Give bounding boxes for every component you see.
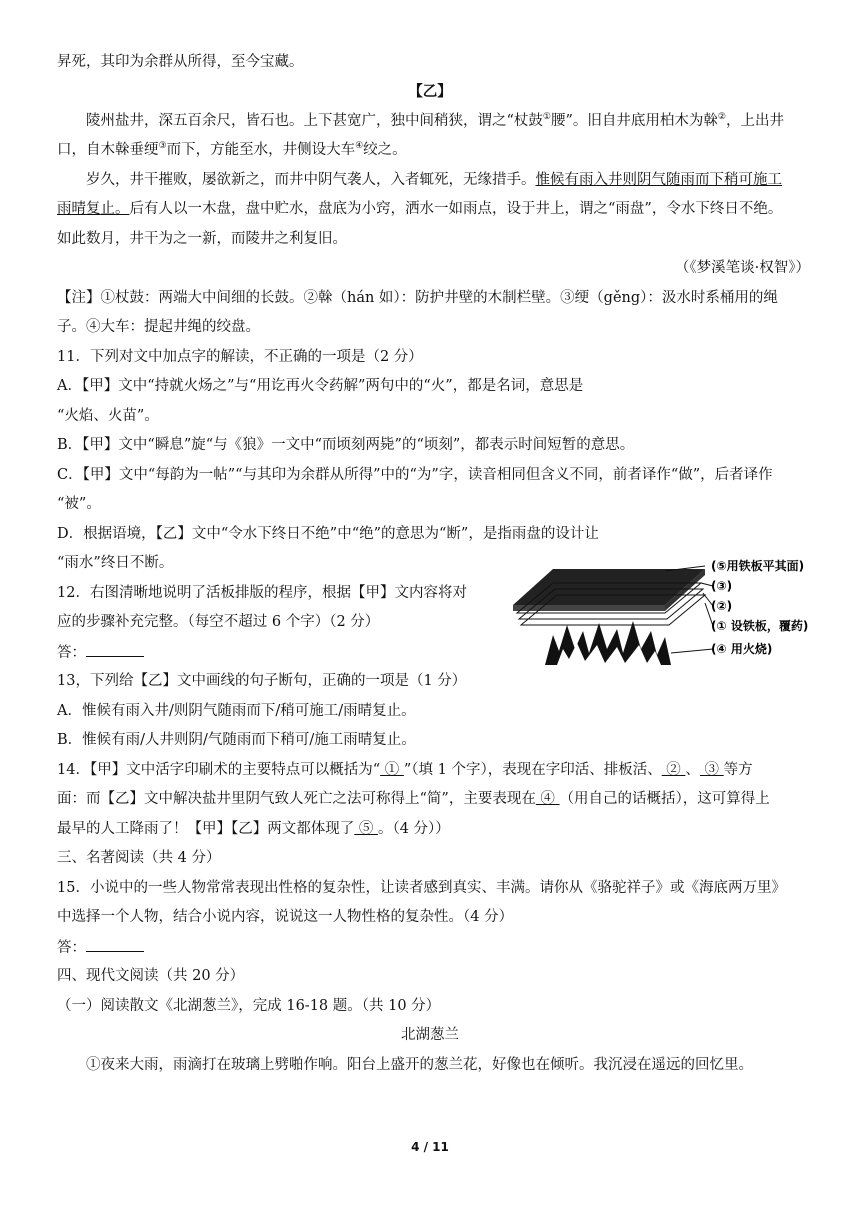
diagram-label-1: (① 设铁板，覆药) (711, 619, 809, 633)
fire-icon (545, 621, 671, 665)
page-number: 4 / 11 (411, 1140, 449, 1154)
question-15-cont: 中选择一个人物，结合小说内容，说说这一人物性格的复杂性。（4 分） (57, 909, 514, 925)
question-12-cont: 应的步骤补充完整。（每空不超过 6 个字）（2 分） (57, 614, 380, 630)
option-c: C．【甲】文中“每韵为一帖”“与其印为余群从所得”中的“为”字，读音相同但含义不同，前者译作“做”，后者译作 (57, 467, 773, 483)
option-b: B．惟候有雨/人井则阴/气随雨而下稍可/施工雨晴复止。 (57, 732, 416, 748)
option-d: D．根据语境，【乙】文中“令水下终日不绝”中“绝”的意思为“断”，是指雨盘的设计让 (57, 526, 599, 542)
question-14-cont: 最早的人工降雨了！【甲】【乙】两文都体现了 ⑤ 。（4 分）） (57, 821, 450, 837)
diagram-label-3: (③) (711, 579, 733, 593)
typesetting-diagram (505, 553, 817, 671)
diagram-label-4: (④ 用火烧) (711, 642, 773, 656)
underlined-sentence: 雨晴复止。 (57, 201, 130, 217)
source-citation: （《梦溪笔谈·权智》） (674, 260, 810, 276)
question-11: 11．下列对文中加点字的解读，不正确的一项是（2 分） (57, 349, 423, 365)
question-15: 15．小说中的一些人物常常表现出性格的复杂性，让读者感到真实、丰满。请你从《骆驼祥子》或《海底两万里》 (57, 880, 786, 896)
essay-title: 北湖葱兰 (401, 1027, 459, 1043)
answer-blank[interactable] (86, 642, 144, 657)
text-line: 陵州盐井，深五百余尺，皆石也。上下甚宽广，独中间稍狭，谓之“杖鼓①腰”。旧自井底用柏木为榦②，上出井 (86, 112, 784, 129)
option-b: B．【甲】文中“瞬息”旋“与《狼》一文中“而顷刻两毙”的“顷刻”，都表示时间短暂的意思。 (57, 437, 635, 453)
option-a: A．惟候有雨入井/则阴气随雨而下/稍可施工/雨晴复止。 (57, 703, 416, 719)
option-d-cont: “雨水”终日不断。 (57, 555, 174, 571)
notes: 【注】①杖鼓：两端大中间细的长鼓。②榦（hán 如）：防护井壁的木制栏壁。③绠（gěng）：汲水时系桶用的绳 (57, 290, 778, 306)
text-line: 口，自木榦垂绠③而下，方能至水，井侧设大车④绞之。 (57, 141, 407, 158)
subsection-heading: （一）阅读散文《北湖葱兰》，完成 16-18 题。（共 10 分） (57, 998, 441, 1014)
question-13: 13，下列给【乙】文中画线的句子断句，正确的一项是（1 分） (57, 673, 467, 689)
text-line: 岁久，井干摧败，屡欲新之，而井中阴气袭人，入者辄死，无缘措手。惟候有雨入井则阴气随雨而下稍可施工 (86, 172, 782, 188)
answer-line: 答： (57, 937, 144, 958)
option-a-cont: “火焰、火苗”。 (57, 408, 159, 424)
diagram-label-2: (②) (711, 599, 733, 613)
underlined-sentence: 惟候有雨入井则阴气随雨而下稍可施工 (535, 172, 782, 188)
section-heading: 三、名著阅读（共 4 分） (57, 850, 221, 866)
question-14: 14．【甲】文中活字印刷术的主要特点可以概括为“ ① ”（填 1 个字），表现在字印活、排板活、 ② 、 ③ 等方 (57, 762, 753, 778)
answer-line: 答： (57, 642, 144, 663)
notes: 子。④大车：提起井绳的绞盘。 (57, 319, 260, 335)
text-line: 昇死，其印为余群从所得，至今宝藏。 (57, 54, 304, 70)
option-c-cont: “被”。 (57, 496, 101, 512)
question-14-cont: 面：而【乙】文中解决盐井里阴气致人死亡之法可称得上“简”，主要表现在 ④ （用自己的话概括），这可算得上 (57, 791, 770, 807)
essay-paragraph: ①夜来大雨，雨滴打在玻璃上劈啪作响。阳台上盛开的葱兰花，好像也在倾听。我沉浸在遥远的回忆里。 (86, 1057, 753, 1073)
answer-blank[interactable] (86, 937, 144, 952)
question-12: 12．右图清晰地说明了活板排版的程序，根据【甲】文内容将对 (57, 585, 467, 601)
text-line: 雨晴复止。后有人以一木盘，盘中贮水，盘底为小窍，洒水一如雨点，设于井上，谓之“雨盘”，令水下终日不绝。 (57, 201, 783, 217)
diagram-label-5: (⑤用铁板平其面) (711, 559, 805, 573)
section-heading-yi: 【乙】 (408, 83, 452, 100)
section-heading: 四、现代文阅读（共 20 分） (57, 968, 245, 984)
option-a: A．【甲】文中“持就火炀之”与“用讫再火令药解”两句中的“火”，都是名词，意思是 (57, 378, 584, 394)
text-line: 如此数月，井干为之一新，而陵井之利复旧。 (57, 231, 347, 247)
